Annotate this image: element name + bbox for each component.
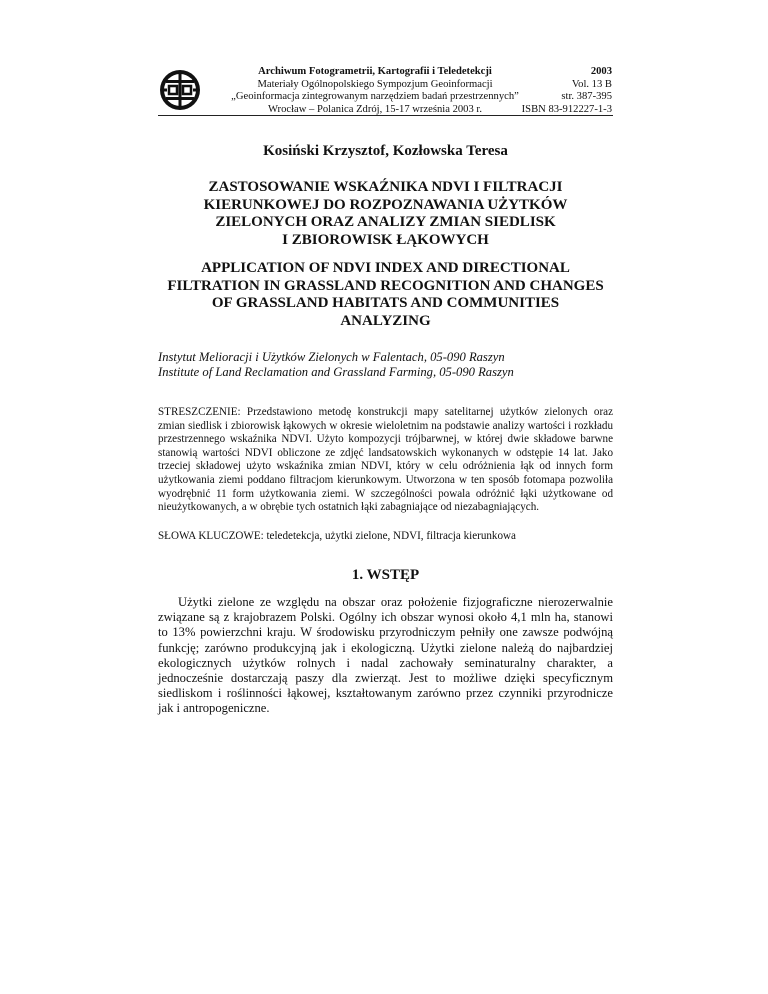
- journal-name: Archiwum Fotogrametrii, Kartografii i Teledetekcji: [258, 66, 492, 77]
- symposium-place-date: Wrocław – Polanica Zdrój, 15-17 września 2003 r.: [267, 103, 483, 115]
- body-paragraph: Użytki zielone ze względu na obszar oraz położenie fizjograficzne nierozerwalnie związane są z krajobrazem Polski. Ogólny ich obszar wynosi około 4,1 mln ha, stanowi to 13% powierzchni kraju. W środowisku przyrodniczym pełniły one zawsze podwójną funkcję; zarówno produkcyjną jak i ekologiczną. Użytki zielone należą do najbardziej ekologicznych użytków rolnych i nadal zachowały seminaturalny charakter, a jednocześnie dostarczają paszy dla zwierząt. Jest to możliwe dzięki specyficznym siedliskom i roślinności łąkowej, kształtowanym zarówno przez czynniki przyrodnicze jak i antropogeniczne.: [158, 595, 613, 716]
- proceedings-name: Materiały Ogólnopolskiego Sympozjum Geoinformacji: [257, 78, 493, 90]
- abstract: STRESZCZENIE: Przedstawiono metodę konstrukcji mapy satelitarnej użytków zielonych oraz zmian siedlisk i zbiorowisk łąkowych w okresie wieloletnim na podstawie analizy wartości i rozkładu przestrzennego wskaźnika NDVI. Użyto kompozycji trójbarwnej, w której dwie składowe barwne stanowią wartości NDVI obliczone ze zdjęć landsatowskich wykonanych w odstępie 14 lat. Jako trzeciej składowej użyto wskaźnika zmian NDVI, który w celu odróżnienia łąk od innych form użytkowania ziemi poddano filtracjom kierunkowym. Utworzona w ten sposób fotomapa pozwoliła wyodrębnić 11 form użytkowania ziemi. W szczególności powala odróżnić łąki użytkowane od nieużytkowanych, a w obrębie tych ostatnich łąki zabagniające od niezabagniających.: [158, 406, 613, 514]
- volume: Vol. 13 B: [571, 78, 612, 90]
- authors: Kosiński Krzysztof, Kozłowska Teresa: [263, 143, 508, 159]
- title-polish: [158, 179, 613, 249]
- title-english-line: OF GRASSLAND HABITATS AND COMMUNITIES: [211, 295, 560, 311]
- keywords: SŁOWA KLUCZOWE: teledetekcja, użytki zielone, NDVI, filtracja kierunkowa: [158, 530, 516, 542]
- symposium-theme: „Geoinformacja zintegrowanym narzędziem badań przestrzennych”: [231, 91, 519, 103]
- title-english-line: FILTRATION IN GRASSLAND RECOGNITION AND CHANGES: [167, 277, 604, 294]
- isbn: ISBN 83-912227-1-3: [521, 103, 612, 115]
- title-english-line: ANALYZING: [340, 312, 431, 329]
- header-divider: [158, 115, 613, 116]
- header-journal-info: [215, 66, 535, 116]
- title-english: [158, 260, 613, 330]
- affiliation-english: Institute of Land Reclamation and Grassland Farming, 05-090 Raszyn: [158, 365, 514, 379]
- publication-year: 2003: [590, 66, 612, 77]
- affiliation-polish: Instytut Melioracji i Użytków Zielonych w Falentach, 05-090 Raszyn: [158, 350, 505, 364]
- header-publication-info: [505, 66, 612, 116]
- title-english-line: APPLICATION OF NDVI INDEX AND DIRECTIONAL: [201, 260, 570, 276]
- affiliation: [158, 350, 628, 380]
- title-polish-line: I ZBIOROWISK ŁĄKOWYCH: [282, 231, 489, 248]
- title-polish-line: ZASTOSOWANIE WSKAŹNIKA NDVI I FILTRACJI: [208, 179, 563, 195]
- section-heading: 1. WSTĘP: [351, 567, 420, 583]
- title-polish-line: ZIELONYCH ORAZ ANALIZY ZMIAN SIEDLISK: [215, 214, 556, 230]
- symposium-logo: [158, 68, 202, 112]
- title-polish-line: KIERUNKOWEJ DO ROZPOZNAWANIA UŻYTKÓW: [203, 196, 568, 213]
- pages: str. 387-395: [561, 91, 612, 103]
